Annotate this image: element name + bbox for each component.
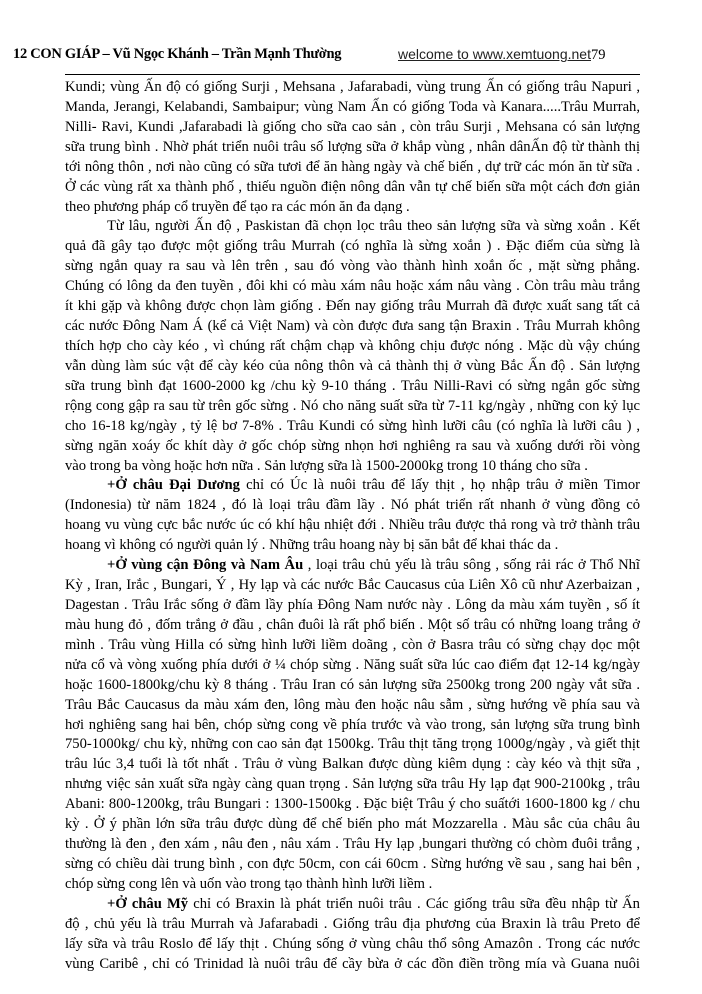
line-text: Nilli- Ravi, Kundi ,Jafarabadi là giống cho sữa cao sản , còn trâu Surji , Mehsana có sản lượng (65, 118, 640, 135)
section-heading: +Ở châu Đại Dương (107, 477, 240, 494)
text-line (65, 377, 640, 397)
header-rule (65, 74, 640, 75)
line-text: sừng ngăn xoáy ốc khít dày ở gốc chóp sừng nhọn hơi nghiêng ra sau và xuống dưới rồi vòng (65, 437, 640, 454)
text-line (65, 775, 640, 795)
text-line (65, 636, 640, 656)
line-text: (Indonesia) từ năm 1824 , đó là loại trâu đầm lầy . Nó phát triển rất nhanh ở vùng đồng cỏ (65, 497, 640, 514)
text-line (65, 198, 640, 218)
text-line (65, 98, 640, 118)
line-text: Manda, Jerangi, Kelabandi, Sambaipur; vùng Nam Ấn có giống Toda và Kanara.....Trâu Murrah, (65, 98, 640, 115)
line-text: hoặc 1600-1800kg/chu kỳ 8 tháng . Trâu Iran có sản lượng sữa 2500kg trong 200 ngày vắt sữa . (65, 676, 640, 693)
section-heading: +Ở vùng cận Đông và Nam Âu (107, 557, 304, 574)
line-text: hoang vu vùng cực bắc nước úc có khí hậu nhiệt đới . Nhiều trâu được thả rong và trở thành trâu (65, 517, 640, 534)
line-text: cho 16-18 kg/ngày , tỷ lệ bơ 7-8% . Trâu Kundi có sừng hình lưỡi câu (có nghĩa là lưỡi câu ) , (65, 417, 640, 434)
line-text: hoang vì không có người quản lý . Những trâu hoang này bị săn bắt để khai thác da . (65, 537, 559, 554)
line-text: rộng cong gập ra sau từ trên gốc sừng . Nó cho năng suất sữa từ 7-11 kg/ngày , những con kỷ lục (65, 397, 640, 414)
document-body (65, 78, 640, 974)
line-text: mình . Trâu vùng Hilla có sừng hình lưỡi liềm doãng , còn ở Basra trâu có sừng chạy dọc một (65, 636, 640, 653)
text-line (65, 716, 640, 736)
text-line (65, 277, 640, 297)
line-text: vẫn dùng làm súc vật để cày kéo của nông thôn và cả thành thị ở vùng Bắc Ấn độ . Sản lượng (65, 357, 640, 374)
line-text: lấy sữa và trâu Roslo để lấy thịt . Chúng sống ở vùng châu thổ sông Amazôn . Trong các nước (65, 935, 640, 952)
text-line (65, 158, 640, 178)
line-text: thích hợp cho cày kéo , vì chúng rất chậm chạp và không chịu được nóng . Mặc dù vậy chúng (65, 337, 640, 354)
text-line (65, 417, 640, 437)
text-line (65, 835, 640, 855)
text-line (65, 516, 640, 536)
text-line (65, 178, 640, 198)
section-heading: +Ở châu Mỹ (107, 895, 189, 912)
line-text: Từ lâu, người Ấn độ , Paskistan đã chọn lọc trâu theo sản lượng sữa và sừng xoắn . Kết (107, 218, 640, 235)
text-line (65, 935, 640, 955)
text-line (65, 357, 640, 377)
text-line (65, 556, 640, 576)
text-line (65, 317, 640, 337)
text-line (65, 596, 640, 616)
text-line (65, 915, 640, 935)
text-line (65, 536, 640, 556)
line-text: Dagestan . Trâu Irắc sống ở đầm lầy phía Đông Nam nước này . Lông da màu xám tuyền , số ít (65, 596, 640, 613)
line-text: sừng có chiều dài trung bình , con đực 50cm, con cái 60cm . Sừng hướng về sau , sang hai bên , (65, 855, 640, 872)
text-line (65, 496, 640, 516)
line-text: sữa trung bình . Nhờ phát triển nuôi trâu số lượng sữa ở khắp vùng , nhân dânẤn độ từ thành thị (65, 138, 640, 155)
line-text: kỳ . Ở ý phần lớn sữa trâu được dùng để chế biến pho mát Mozzarella . Màu sắc của châu âu (65, 816, 640, 833)
text-line (65, 217, 640, 237)
line-text: nửa cổ và vòng xuống phía dưới ở ¼ chóp sừng . Năng suất sữa lúc cao điểm đạt 12-14 kg/ngày (65, 656, 640, 673)
line-text: 750-1000kg/ chu kỳ, những con cao sản đạt 1500kg. Trâu thịt tăng trọng 1000g/ngày , và giết thịt (65, 736, 640, 753)
text-line (65, 656, 640, 676)
website-link[interactable]: welcome to www.xemtuong.net (398, 46, 591, 62)
line-text: sừng ngắn quay ra sau và lên trên , sau đó vòng vào thành hình xoắn ốc , mặt sừng phẳng. (65, 258, 640, 275)
line-text: Kỳ , Iran, Irắc , Bungari, Ý , Hy lạp và các nước Bắc Caucasus của Liên Xô cũ như Azerbaizan , (65, 577, 640, 594)
text-line (65, 118, 640, 138)
text-line (65, 397, 640, 417)
line-text: nhưng việc sản xuất sữa ngày càng quan trọng . Sản lượng sữa trâu Hy lạp đạt 900-2100kg , trâu (65, 776, 640, 793)
text-line (65, 337, 640, 357)
line-text: các nước Đông Nam Á (kể cả Việt Nam) và còn được đưa sang tận Braxin . Trâu Murrah không (65, 318, 640, 335)
text-line (65, 237, 640, 257)
text-line (65, 855, 640, 875)
text-line (65, 138, 640, 158)
text-line (65, 735, 640, 755)
text-line (65, 895, 640, 915)
text-line (65, 457, 640, 477)
line-text: quả đã gây tạo được một giống trâu Murrah (có nghĩa là sừng xoắn ) . Đặc điểm của sừng là (65, 238, 640, 255)
text-line (65, 78, 640, 98)
line-text: Kundi; vùng Ấn độ có giống Surji , Mehsana , Jafarabadi, vùng trung Ấn có giống trâu Napuri , (65, 79, 640, 95)
line-text: vùng Caribê , chỉ có Trinidad là nuôi trâu để cầy bừa ở các đồn điền trồng mía và Guana nuôi (65, 955, 640, 972)
text-line (65, 815, 640, 835)
line-text: ít khi gặp và không được chọn làm giống . Đến nay giống trâu Murrah đã được xuất sang tất cả (65, 298, 640, 315)
line-text: Trâu Bắc Caucasus da màu xám đen, lông màu đen hoặc nâu sẫm , sừng hướng về phía sau và (65, 696, 640, 713)
line-text: Ở các vùng rất xa thành phố , thiếu nguồn điện nông dân vẫn tự chế biến sữa một cách đơn giản (65, 178, 640, 195)
line-text: Chúng có lông da đen tuyền , đôi khi có màu xám nâu hoặc xám nâu vàng . Còn trâu màu trắng (65, 278, 640, 295)
line-text: , loại trâu chủ yếu là trâu sông , sống rải rác ở Thổ Nhĩ (303, 557, 640, 574)
text-line (65, 875, 640, 895)
text-line (65, 755, 640, 775)
text-line (65, 676, 640, 696)
text-line (65, 476, 640, 496)
text-line (65, 955, 640, 975)
line-text: trâu lúc 3,4 tuổi là tốt nhất . Trâu ở vùng Balkan được dùng kiêm dụng : cày kéo và thịt sữa , (65, 756, 640, 773)
line-text: tới nông thôn , nơi nào cũng có sữa tươi để ăn hàng ngày và chế biến , dự trữ các món ăn từ sữa . (65, 158, 640, 175)
line-text: màu hung đỏ , đốm trắng ở đầu , chân đuôi là rất phổ biến . Một số trâu có những loang trắng ở (65, 616, 640, 633)
text-line (65, 257, 640, 277)
line-text: thường là đen , đen xám , nâu đen , nâu xám . Trâu Hy lạp ,bungari thường có chòm đuôi trắng , (65, 836, 640, 853)
text-line (65, 696, 640, 716)
line-text: chóp sừng cong lên và uốn vào trong tạo thành hình lưỡi liềm . (65, 875, 433, 892)
text-line (65, 795, 640, 815)
line-text: độ , chủ yếu là trâu Murrah và Jafarabadi . Giống trâu địa phương của Braxin là trâu Preto để (65, 915, 640, 932)
running-header-title: 12 CON GIÁP – Vũ Ngọc Khánh – Trần Mạnh Thường (13, 46, 342, 62)
line-text: Abani: 800-1200kg, trâu Bungari : 1300-1500kg . Đặc biệt Trâu ý cho suấtới 1600-1800 kg / chu (65, 796, 640, 813)
text-line (65, 576, 640, 596)
line-text: chỉ có Úc là nuôi trâu để lấy thịt , họ nhập trâu ở miền Timor (239, 477, 640, 494)
line-text: sữa trung bình đạt 1600-2000 kg /chu kỳ 9-10 tháng . Trâu Nilli-Ravi có sừng ngắn gốc sừng (65, 377, 640, 394)
text-line (65, 297, 640, 317)
line-text: chỉ có Braxin là phát triển nuôi trâu . Các giống trâu sữa đều nhập từ Ấn (188, 895, 640, 912)
text-line (65, 437, 640, 457)
line-text: vào trong ba vòng hoặc hơn nữa . Sản lượng sữa là 1500-2000kg trong 10 tháng cho sữa . (65, 457, 588, 474)
line-text: hơi nghiêng sang hai bên, chóp sừng cong về phía trước và vào trong, sản lượng sữa trung bình (65, 716, 640, 733)
line-text: theo phương pháp cổ truyền để tạo ra các món ăn đa dạng . (65, 198, 410, 215)
running-header-right (398, 46, 605, 64)
page-number: 79 (590, 47, 606, 63)
text-line (65, 616, 640, 636)
